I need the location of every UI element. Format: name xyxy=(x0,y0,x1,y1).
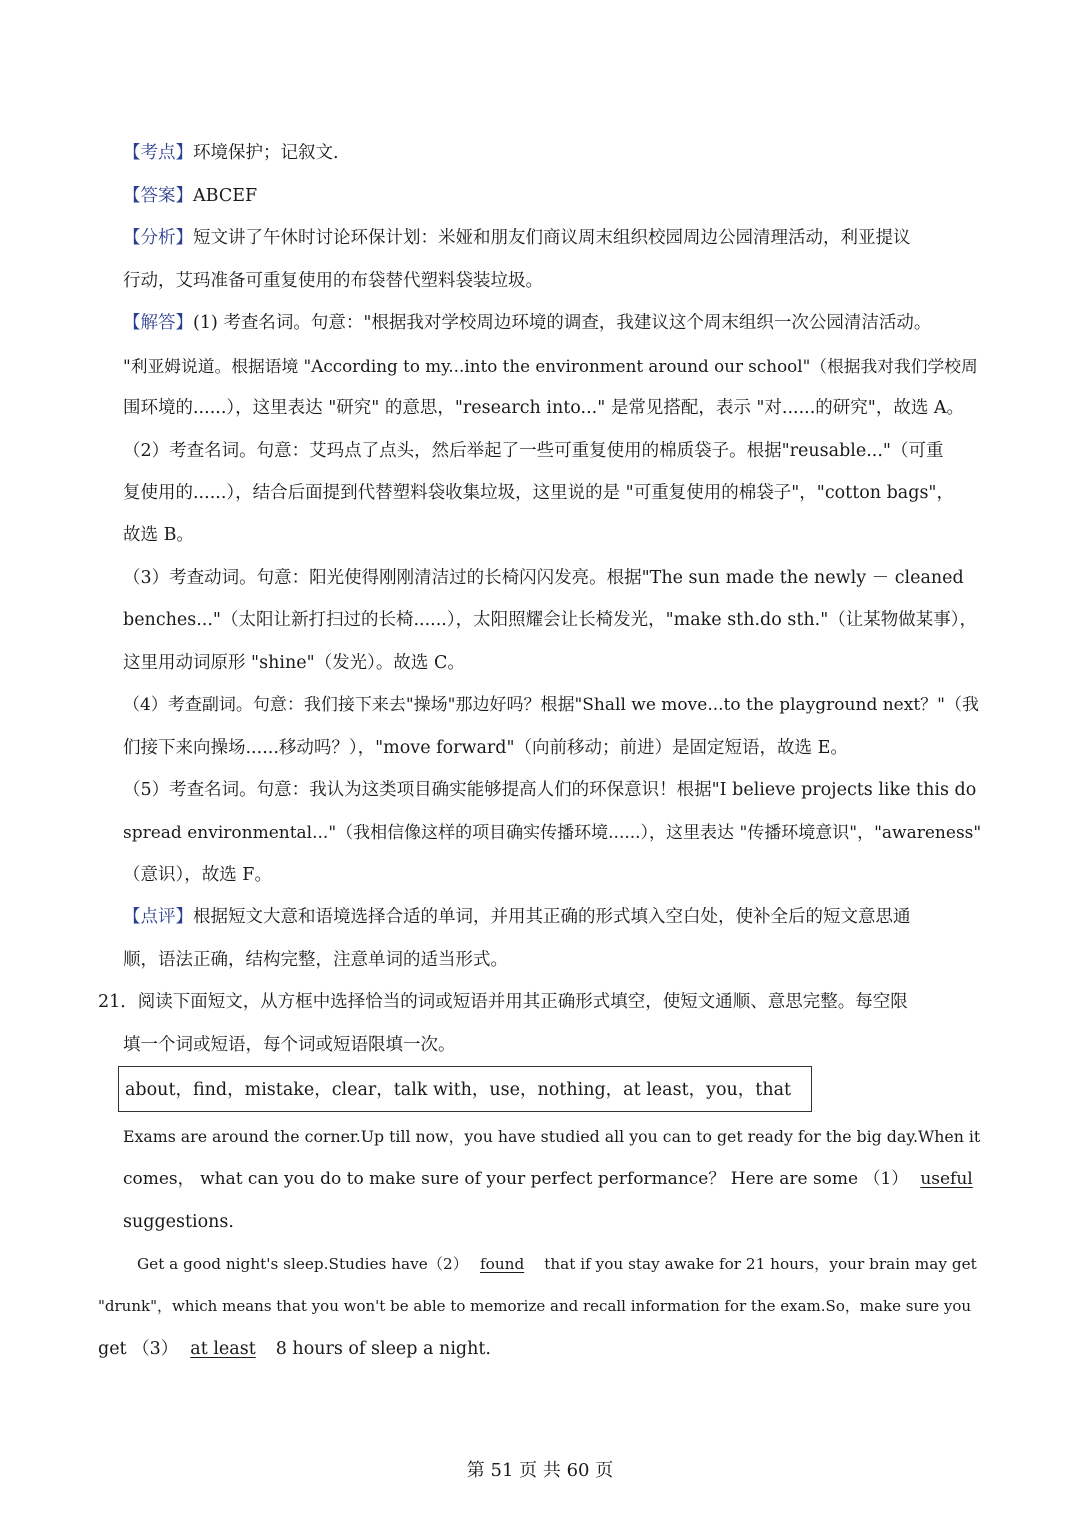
daan-line xyxy=(123,183,257,209)
jieda-line-4: （2）考查名词。句意：艾玛点了点头，然后举起了一些可重复使用的棉质袋子。根据"reusable..."（可重 xyxy=(123,441,944,461)
jieda-line-7: （3）考查动词。句意：阳光使得刚刚清洁过的长椅闪闪发亮。根据"The sun made the newly － cleaned xyxy=(123,568,964,588)
dianping-line-2: 顺，语法正确，结构完整，注意单词的适当形式。 xyxy=(123,950,508,970)
answer-blank-2: found xyxy=(480,1255,525,1273)
daan-tag: 【答案】 xyxy=(123,186,193,206)
kaodian-tag: 【考点】 xyxy=(123,143,193,163)
jieda-line-12: （5）考查名词。句意：我认为这类项目确实能够提高人们的环保意识！根据"I believe projects like this do xyxy=(123,780,977,800)
word-box xyxy=(118,1066,812,1112)
answer-blank-3: at least xyxy=(190,1339,256,1359)
passage-p2-line-1-pre: Get a good night's sleep.Studies have（2） xyxy=(137,1255,468,1273)
passage-p2-line-1-post: that if you stay awake for 21 hours，your brain may get xyxy=(544,1255,977,1273)
fenxi-line-1 xyxy=(123,225,911,251)
jieda-line-6: 故选 B。 xyxy=(123,525,194,545)
kaodian-text: 环境保护；记叙文. xyxy=(193,143,339,163)
jieda-line-13: spread environmental..."（我相信像这样的项目确实传播环境......），这里表达 "传播环境意识"，"awareness" xyxy=(123,823,982,843)
passage-p1-line-3: suggestions. xyxy=(123,1212,234,1232)
passage-p1-line-2 xyxy=(123,1166,985,1192)
question-21-line-1 xyxy=(98,989,908,1015)
dianping-line-1 xyxy=(123,904,911,930)
passage-p2-line-3-post: 8 hours of sleep a night. xyxy=(275,1339,491,1359)
jieda-line-11: 们接下来向操场......移动吗？），"move forward"（向前移动；前进）是固定短语，故选 E。 xyxy=(123,738,848,758)
word-box-text: about，find，mistake，clear，talk with，use，nothing，at least，you，that xyxy=(125,1080,792,1100)
jieda-line-9: 这里用动词原形 "shine"（发光）。故选 C。 xyxy=(123,653,465,673)
passage-p2-line-1 xyxy=(137,1251,977,1277)
question-21-line-2: 填一个词或短语，每个词或短语限填一次。 xyxy=(123,1035,456,1055)
fenxi-text-1: 短文讲了午休时讨论环保计划：米娅和朋友们商议周末组织校园周边公园清理活动，利亚提议 xyxy=(193,228,911,248)
jieda-line-10: （4）考查副词。句意：我们接下来去"操场"那边好吗？根据"Shall we move...to the playground next？"（我 xyxy=(123,695,979,715)
passage-p1-line-1: Exams are around the corner.Up till now，you have studied all you can to get ready for the big day.When it xyxy=(123,1127,981,1146)
kaodian-line xyxy=(123,140,339,166)
jieda-line-1 xyxy=(123,310,931,336)
jieda-line-3: 围环境的......），这里表达 "研究" 的意思，"research into..." 是常见搭配，表示 "对......的研究"，故选 A。 xyxy=(123,398,965,418)
jieda-text-1: (1) 考查名词。句意："根据我对学校周边环境的调查，我建议这个周末组织一次公园清洁活动。 xyxy=(193,313,932,333)
fenxi-tag: 【分析】 xyxy=(123,228,193,248)
passage-p1-line-2-text: comes， what can you do to make sure of your perfect performance？ Here are some （1） xyxy=(123,1169,909,1189)
jieda-tag: 【解答】 xyxy=(123,313,193,333)
passage-p2-line-3 xyxy=(98,1336,491,1362)
question-number: 21． xyxy=(98,992,138,1012)
passage-p2-line-2: "drunk"，which means that you won't be able to memorize and recall information for the exam.So，make sure you xyxy=(98,1297,972,1315)
fenxi-line-2: 行动，艾玛准备可重复使用的布袋替代塑料袋装垃圾。 xyxy=(123,271,543,291)
passage-p2-line-3-pre: get （3） xyxy=(98,1339,179,1359)
question-instruction-1: 阅读下面短文，从方框中选择恰当的词或短语并用其正确形式填空，使短文通顺、意思完整。每空限 xyxy=(137,992,908,1012)
dianping-tag: 【点评】 xyxy=(123,907,193,927)
answer-blank-1: useful xyxy=(920,1169,973,1189)
jieda-line-2: "利亚姆说道。根据语境 "According to my...into the environment around our school"（根据我对我们学校周 xyxy=(123,356,978,376)
jieda-line-5: 复使用的......），结合后面提到代替塑料袋收集垃圾，这里说的是 "可重复使用的棉袋子"，"cotton bags"， xyxy=(123,483,954,503)
dianping-text-1: 根据短文大意和语境选择合适的单词，并用其正确的形式填入空白处，使补全后的短文意思通 xyxy=(193,907,911,927)
jieda-line-8: benches..."（太阳让新打扫过的长椅......），太阳照耀会让长椅发光，"make sth.do sth."（让某物做某事）， xyxy=(123,610,977,630)
page-footer: 第 51 页 共 60 页 xyxy=(466,1460,614,1481)
daan-text: ABCEF xyxy=(193,186,258,206)
jieda-line-14: （意识），故选 F。 xyxy=(123,865,272,885)
